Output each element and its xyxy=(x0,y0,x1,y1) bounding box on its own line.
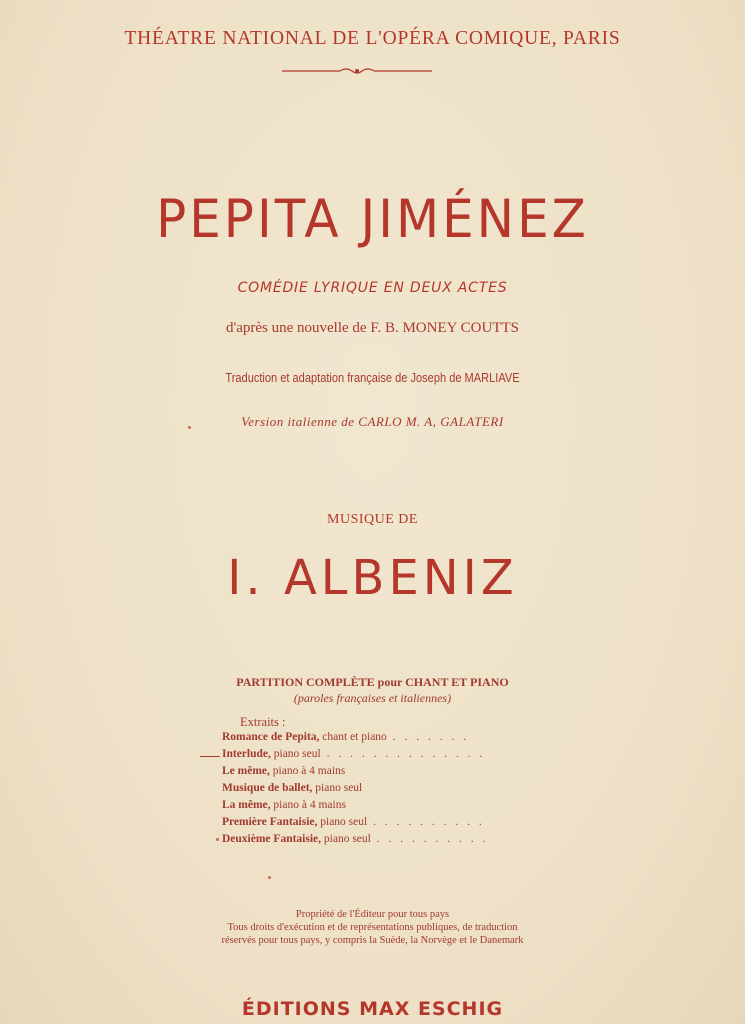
opera-title: PEPITA JIMÉNEZ xyxy=(156,188,589,250)
ink-speck xyxy=(268,876,271,879)
list-item: Première Fantaisie, piano seul . . . . . . . . . . xyxy=(222,816,485,828)
paroles-line: (paroles françaises et italiennes) xyxy=(293,691,452,705)
ink-speck xyxy=(216,838,219,841)
list-item: Deuxième Fantaisie, piano seul . . . . . . . . . . xyxy=(222,833,489,845)
publisher-name: ÉDITIONS MAX ESCHIG xyxy=(241,998,504,1020)
list-item: Interlude, piano seul . . . . . . . . . . . . . . xyxy=(222,748,522,765)
extraits-label: Extraits : xyxy=(240,715,286,729)
partition-line: PARTITION COMPLÈTE pour CHANT ET PIANO xyxy=(236,675,509,689)
list-item: Romance de Pepita, chant et piano . . . . . . . xyxy=(222,731,470,743)
ink-speck xyxy=(188,426,191,429)
handwritten-dash-mark xyxy=(200,756,220,757)
theatre-heading: THÉATRE NATIONAL DE L'OPÉRA COMIQUE, PARIS xyxy=(124,28,621,49)
translation-credit: Traduction et adaptation française de Joseph de MARLIAVE xyxy=(225,370,520,385)
extraits-list xyxy=(222,731,522,850)
list-item: La même, piano à 4 mains xyxy=(222,799,346,811)
list-item: Le même, piano à 4 mains xyxy=(222,765,346,777)
opera-subtitle: COMÉDIE LYRIQUE EN DEUX ACTES xyxy=(237,280,508,296)
italian-version-credit: Version italienne de CARLO M. A, GALATERI xyxy=(241,414,504,429)
ornament-rule xyxy=(282,66,432,76)
source-credit: d'après une nouvelle de F. B. MONEY COUTTS xyxy=(226,320,519,336)
music-by-label: MUSIQUE DE xyxy=(327,512,418,527)
list-item: Musique de ballet, piano seul xyxy=(222,782,363,794)
composer-name: I. ALBENIZ xyxy=(227,550,518,606)
rights-notice: Propriété de l'Éditeur pour tous pays Tous droits d'exécution et de représentations publiques, de traduction réservés pour tous pays, y compris la Suède, la Norvège et le Danemark xyxy=(221,909,524,946)
